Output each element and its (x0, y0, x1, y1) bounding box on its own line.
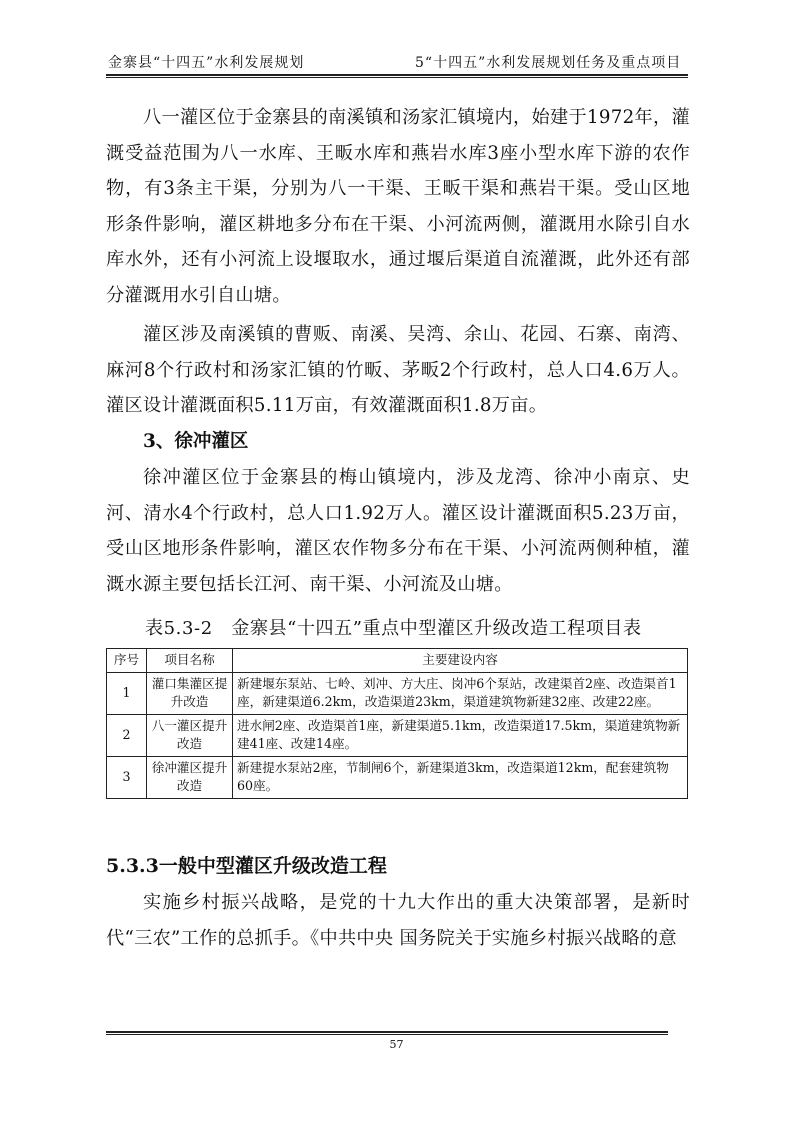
paragraph-bayi-irrigation: 八一灌区位于金寨县的南溪镇和汤家汇镇境内，始建于1972年，灌溉受益范围为八一水库、王畈水库和燕岩水库3座小型水库下游的农作物，有3条主干渠，分别为八一干渠、王畈干渠和燕岩干渠。受山区地形条件影响，灌区耕地多分布在干渠、小河流两侧，灌溉用水除引自水库水外，还有小河流上设堰取水，通过堰后渠道自流灌溉，此外还有部分灌溉用水引自山塘。 (106, 107, 690, 306)
header-rule-thin (106, 77, 688, 78)
row-content: 进水闸2座、改造渠首1座，新建渠道5.1km，改造渠道17.5km，渠道建筑物新建41座、改建14座。 (233, 714, 688, 756)
running-header-right: 5“十四五”水利发展规划任务及重点项目 (415, 55, 682, 71)
subheading-xuchong: 3、徐冲灌区 (143, 431, 249, 452)
running-header-left: 金寨县“十四五”水利发展规划 (108, 55, 305, 71)
table-row (107, 756, 688, 798)
table-row (107, 714, 688, 756)
section-title: 一般中型灌区升级改造工程 (158, 855, 387, 877)
header-content: 主要建设内容 (233, 649, 688, 673)
row-content: 新建堰东泵站、七岭、刘冲、方大庄、岗冲6个泵站，改建渠首2座、改造渠首1座，新建渠道6.2km，改造渠道23km，渠道建筑物新建32座、改建22座。 (233, 672, 688, 714)
row-name: 灌口集灌区提升改造 (147, 672, 233, 714)
row-no: 1 (107, 672, 147, 714)
paragraph-xuchong: 徐冲灌区位于金寨县的梅山镇境内，涉及龙湾、徐冲小南京、史河、清水4个行政村，总人口1.92万人。灌区设计灌溉面积5.23万亩，受山区地形条件影响，灌区农作物多分布在干渠、小河流两侧种植，灌溉水源主要包括长江河、南干渠、小河流及山塘。 (106, 467, 690, 595)
header-rule (106, 74, 688, 76)
table-caption: 表5.3-2 金寨县“十四五”重点中型灌区升级改造工程项目表 (145, 618, 642, 639)
header-name: 项目名称 (147, 649, 233, 673)
paragraph-bayi-villages: 灌区涉及南溪镇的曹贩、南溪、吴湾、余山、花园、石寨、南湾、麻河8个行政村和汤家汇镇的竹畈、茅畈2个行政村，总人口4.6万人。灌区设计灌溉面积5.11万亩，有效灌溉面积1.8万亩。 (106, 324, 690, 416)
row-content: 新建提水泵站2座，节制闸6个，新建渠道3km，改造渠道12km，配套建筑物60座。 (233, 756, 688, 798)
footer-rule (106, 1031, 668, 1033)
page-number: 57 (389, 1038, 404, 1051)
header-no: 序号 (107, 649, 147, 673)
table-header-row (107, 649, 688, 673)
paragraph-rural-revitalization: 实施乡村振兴战略，是党的十九大作出的重大决策部署，是新时代“三农”工作的总抓手。《中共中央 国务院关于实施乡村振兴战略的意 (106, 892, 690, 949)
row-name: 八一灌区提升改造 (147, 714, 233, 756)
project-table (106, 648, 688, 799)
table-row (107, 672, 688, 714)
section-number: 5.3.3 (106, 855, 159, 877)
footer-rule-thin (106, 1034, 668, 1035)
row-no: 3 (107, 756, 147, 798)
section-heading (106, 851, 387, 878)
row-no: 2 (107, 714, 147, 756)
row-name: 徐冲灌区提升改造 (147, 756, 233, 798)
